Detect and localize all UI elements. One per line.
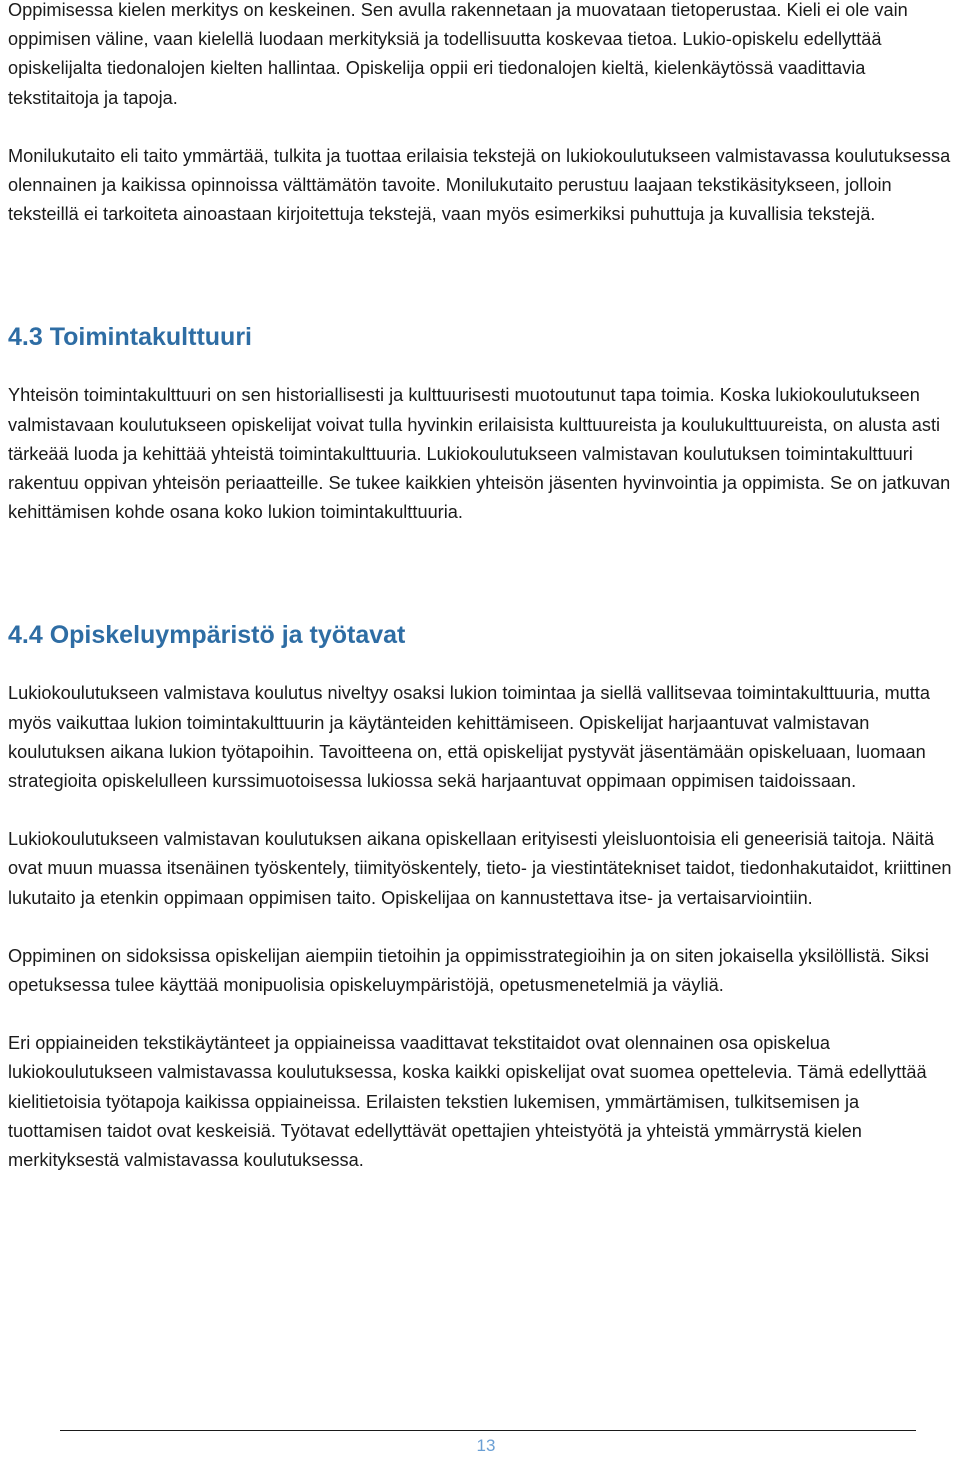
section-4-4-paragraph-3: Oppiminen on sidoksissa opiskelijan aiempiin tietoihin ja oppimisstrategioihin ja on siten jokaisella yksilöllistä. Siksi opetuksessa tulee käyttää monipuolisia opiskeluympäristöjä, opetusmenetelmiä ja väyliä. <box>8 945 929 996</box>
section-heading-4-3: 4.3 Toimintakulttuuri <box>8 323 252 352</box>
intro-paragraph-1: Oppimisessa kielen merkitys on keskeinen. Sen avulla rakennetaan ja muovataan tietoperustaa. Kieli ei ole vain oppimisen väline, vaan kielellä luodaan merkityksiä ja todellisuutta koskevaa tietoa. Lukio-opiskelu edellyttää opiskelijalta tiedonalojen kielten hallintaa. Opiskelija oppii eri tiedonalojen kieltä, kielenkäytössä vaadittavia tekstitaitoja ja tapoja. <box>8 0 908 108</box>
section-4-3-paragraph-1: Yhteisön toimintakulttuuri on sen historiallisesti ja kulttuurisesti muotoutunut tapa toimia. Koska lukiokoulutukseen valmistavaan koulutukseen opiskelijat voivat tulla hyvinkin erilaisista kulttuureista ja koulukulttuureista, on alusta asti tärkeää luoda ja kehittää yhteistä toimintakulttuuria. Lukiokoulutukseen valmistavan koulutuksen toimintakulttuuri rakentuu oppivan yhteisön periaatteille. Se tukee kaikkien yhteisön jäsenten hyvinvointia ja oppimista. Se on jatkuvan kehittämisen kohde osana koko lukion toimintakulttuuria. <box>8 385 951 523</box>
intro-paragraph-2: Monilukutaito eli taito ymmärtää, tulkita ja tuottaa erilaisia tekstejä on lukiokoulutukseen valmistavassa koulutuksessa olennainen ja kaikissa opinnoissa välttämätön tavoite. Monilukutaito perustuu laajaan tekstikäsitykseen, jolloin teksteillä ei tarkoiteta ainoastaan kirjoitettuja tekstejä, vaan myös esimerkiksi puhuttuja ja kuvallisia tekstejä. <box>8 145 951 225</box>
section-4-4-paragraph-4: Eri oppiaineiden tekstikäytänteet ja oppiaineissa vaadittavat tekstitaidot ovat olennainen osa opiskelua lukiokoulutukseen valmistavassa koulutuksessa, koska kaikki opiskelijat ovat suomea opettelevia. Tämä edellyttää kielitietoisia työtapoja kaikissa oppiaineissa. Erilaisten tekstien lukemisen, ymmärtämisen, tulkitsemisen ja tuottamisen taidot ovat keskeisiä. Työtavat edellyttävät opettajien yhteistyötä ja yhteistä ymmärrystä kielen merkityksestä valmistavassa koulutuksessa. <box>8 1033 927 1171</box>
section-heading-4-4: 4.4 Opiskeluympäristö ja työtavat <box>8 621 406 650</box>
section-4-4-paragraph-1: Lukiokoulutukseen valmistava koulutus niveltyy osaksi lukion toimintaa ja siellä vallitsevaa toimintakulttuuria, mutta myös vaikuttaa lukion toimintakulttuurin ja käytänteiden kehittämiseen. Opiskelijat harjaantuvat valmistavan koulutuksen aikana lukion työtapoihin. Tavoitteena on, että opiskelijat pystyvät jäsentämään opiskeluaan, luomaan strategioita opiskelulleen kurssimuotoisessa lukiossa sekä harjaantuvat oppimaan oppimisen taidoissaan. <box>8 683 930 792</box>
document-page <box>8 0 958 1175</box>
section-4-4-paragraph-2: Lukiokoulutukseen valmistavan koulutuksen aikana opiskellaan erityisesti yleisluontoisia eli geneerisiä taitoja. Näitä ovat muun muassa itsenäinen työskentely, tiimityöskentely, tieto- ja viestintätekniset taidot, tiedonhakutaidot, kriittinen lukutaito ja etenkin oppimaan oppimisen taito. Opiskelijaa on kannustettava itse- ja vertaisarviointiin. <box>8 829 952 908</box>
footer-divider <box>60 1430 916 1431</box>
page-footer <box>0 1428 960 1457</box>
page-number: 13 <box>476 1436 496 1455</box>
